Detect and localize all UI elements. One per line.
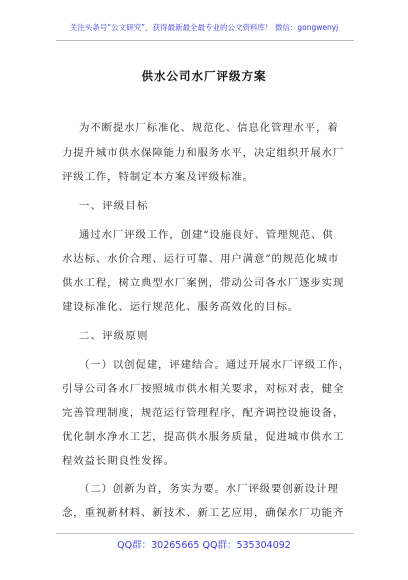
header-divider — [56, 40, 354, 41]
header-banner: 关注头条号“公文研究”，获得最新最全最专业的公文资料库！ 微信：gongwenyj — [69, 23, 339, 32]
document-title: 供水公司水厂评级方案 — [141, 69, 267, 83]
section-heading-principles: 二、评级原则 — [79, 330, 149, 342]
principle-line: 完善管理制度，规范运行管理程序，配齐调控设施设备， — [62, 407, 345, 419]
principle-line: （二）创新为首，务实为要。水厂评级要创新设计理 — [79, 483, 339, 495]
section-heading-goals: 一、评级目标 — [79, 200, 149, 212]
intro-line: 力提升城市供水保障能力和服务水平，决定组织开展水厂 — [62, 147, 345, 159]
principle-line: （一）以创促建，评建结合。通过开展水厂评级工作， — [79, 359, 350, 371]
goals-line: 水达标、水价合理、运行可靠、用户满意”的规范化城市 — [62, 253, 340, 265]
principle-line: 引导公司各水厂按照城市供水相关要求，对标对表，健全 — [62, 383, 345, 395]
footer-contact: QQ群：30265665 QQ群：535304092 — [117, 540, 291, 551]
principle-line: 程效益长期良性发挥。 — [62, 455, 175, 467]
goals-line: 通过水厂评级工作，创建“设施良好、管理规范、供 — [79, 229, 334, 241]
intro-line: 为不断提水厂标准化、规范化、信息化管理水平，着 — [79, 122, 339, 134]
principle-line: 念，重视新材料、新技术、新工艺应用，确保水厂功能齐 — [62, 507, 345, 519]
goals-line: 供水工程，树立典型水厂案例，带动公司各水厂逐步实现 — [62, 277, 345, 289]
footer-divider — [56, 533, 354, 534]
principle-line: 优化制水净水工艺，提高供水服务质量，促进城市供水工 — [62, 431, 345, 443]
goals-line: 建设标准化、运行规范化、服务高效化的目标。 — [62, 301, 300, 313]
intro-line: 评级工作，特制定本方案及评级标准。 — [62, 171, 254, 183]
